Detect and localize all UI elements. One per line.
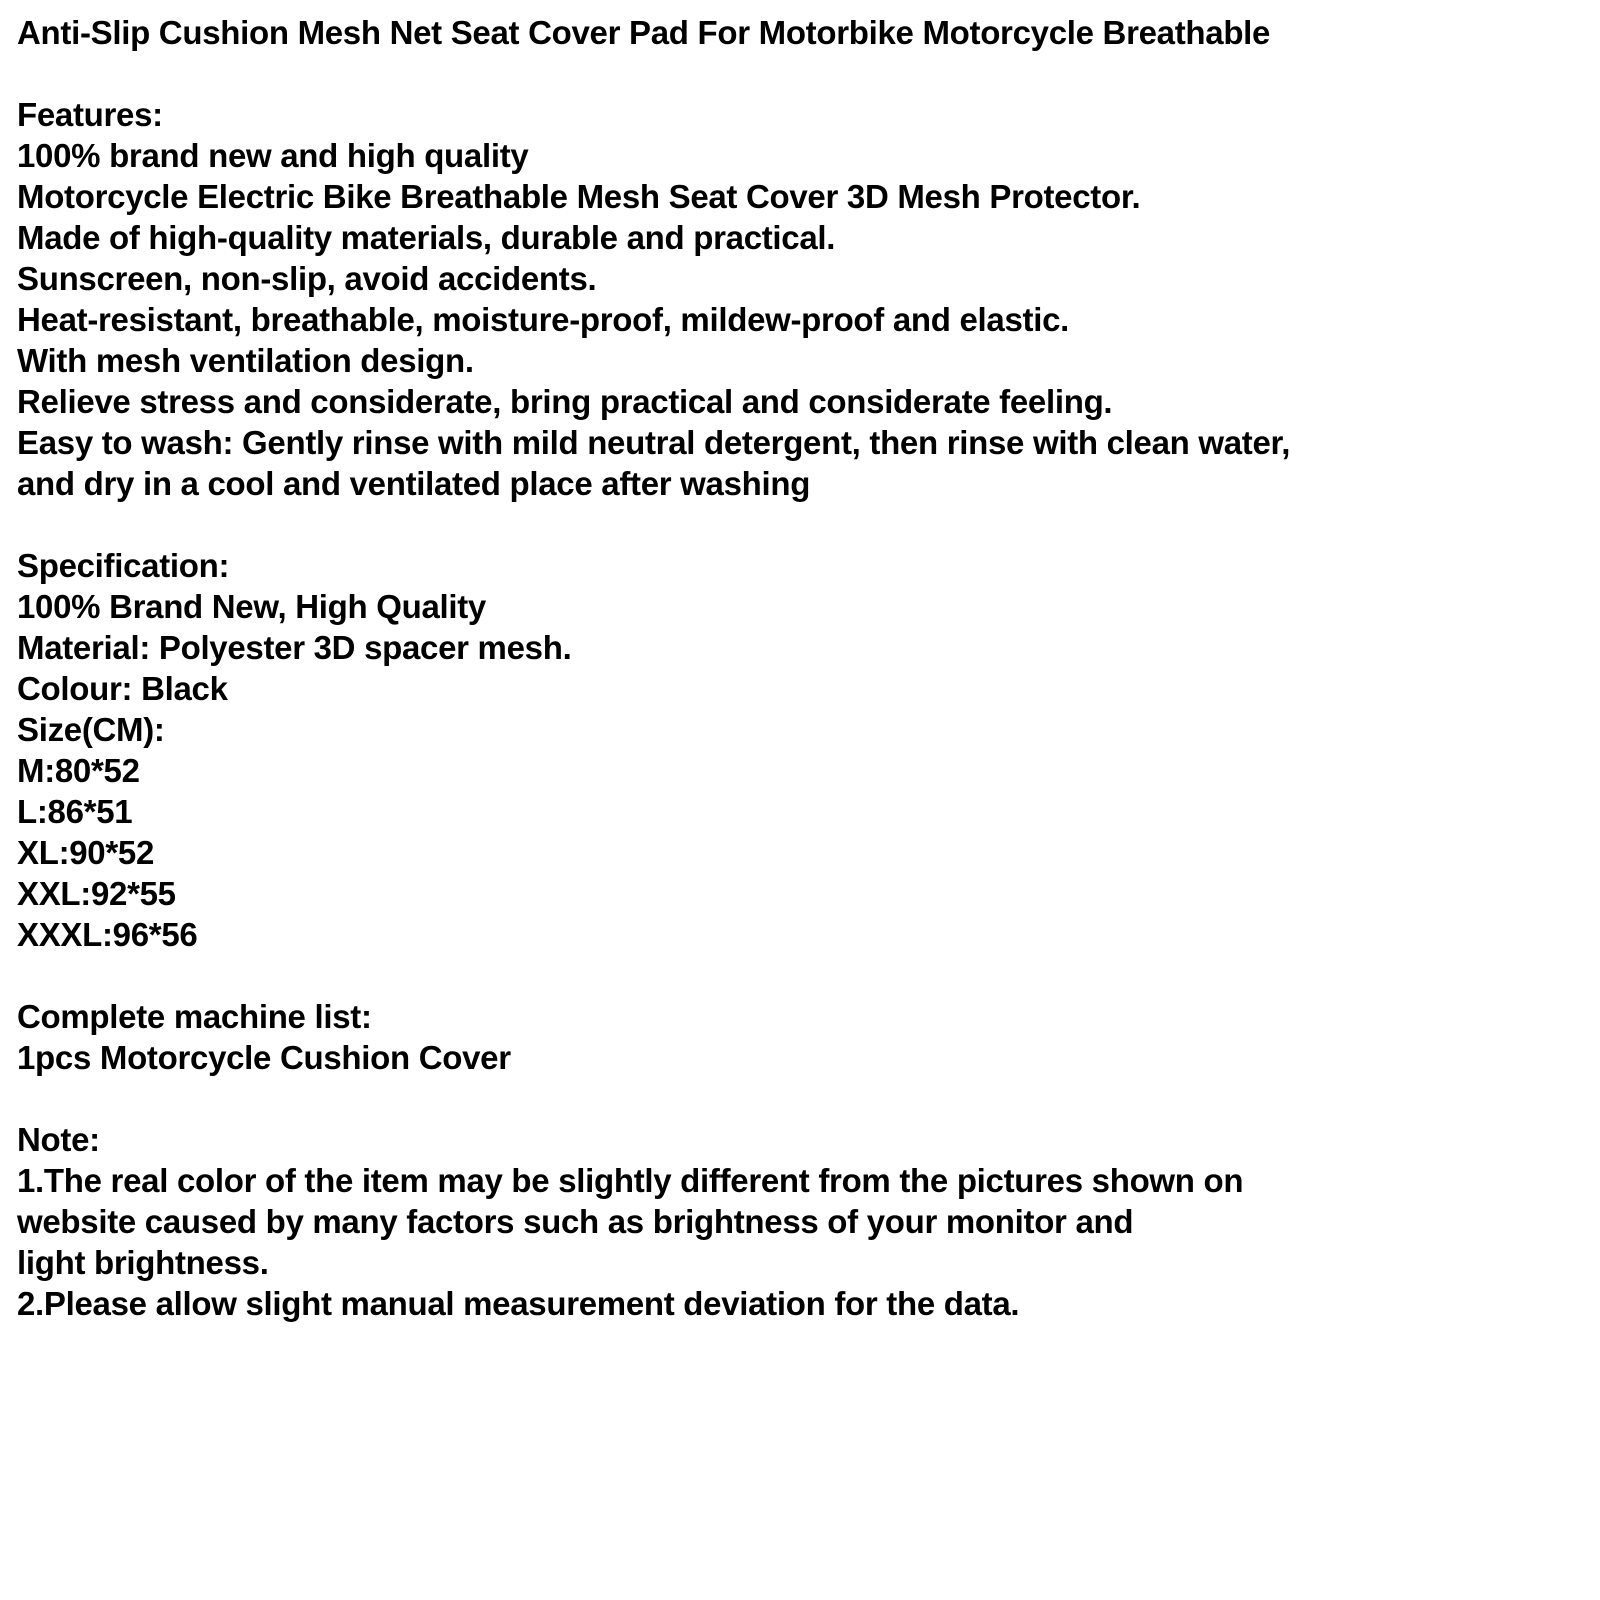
text-line: light brightness. xyxy=(17,1244,269,1281)
text-line: L:86*51 xyxy=(17,793,133,830)
text-line: Sunscreen, non-slip, avoid accidents. xyxy=(17,260,597,297)
text-line: XXL:92*55 xyxy=(17,875,176,912)
section-heading: Specification: xyxy=(17,547,230,584)
section-heading: Complete machine list: xyxy=(17,998,372,1035)
text-line: XXXL:96*56 xyxy=(17,916,198,953)
section-specification xyxy=(17,545,1560,955)
text-line: 100% Brand New, High Quality xyxy=(17,588,486,625)
text-line: website caused by many factors such as brightness of your monitor and xyxy=(17,1203,1134,1240)
section-features xyxy=(17,94,1560,504)
text-line: Relieve stress and considerate, bring practical and considerate feeling. xyxy=(17,383,1113,420)
text-line: 1pcs Motorcycle Cushion Cover xyxy=(17,1039,511,1076)
text-line: Easy to wash: Gently rinse with mild neutral detergent, then rinse with clean water, xyxy=(17,424,1291,461)
section-heading: Features: xyxy=(17,96,163,133)
document-sections xyxy=(17,94,1560,1324)
section-complete-machine-list xyxy=(17,996,1560,1078)
text-line: and dry in a cool and ventilated place after washing xyxy=(17,465,811,502)
text-line: Heat-resistant, breathable, moisture-proof, mildew-proof and elastic. xyxy=(17,301,1069,338)
text-line: Colour: Black xyxy=(17,670,228,707)
text-line: 100% brand new and high quality xyxy=(17,137,529,174)
section-note xyxy=(17,1119,1560,1324)
text-line: M:80*52 xyxy=(17,752,140,789)
section-heading: Note: xyxy=(17,1121,100,1158)
text-line: Material: Polyester 3D spacer mesh. xyxy=(17,629,572,666)
text-line: Size(CM): xyxy=(17,711,165,748)
text-line: Motorcycle Electric Bike Breathable Mesh Seat Cover 3D Mesh Protector. xyxy=(17,178,1141,215)
text-line: Made of high-quality materials, durable and practical. xyxy=(17,219,836,256)
text-line: With mesh ventilation design. xyxy=(17,342,474,379)
product-title: Anti-Slip Cushion Mesh Net Seat Cover Pad For Motorbike Motorcycle Breathable xyxy=(17,14,1271,51)
text-line: 1.The real color of the item may be slightly different from the pictures shown on xyxy=(17,1162,1244,1199)
text-line: 2.Please allow slight manual measurement deviation for the data. xyxy=(17,1285,1020,1322)
text-line: XL:90*52 xyxy=(17,834,155,871)
